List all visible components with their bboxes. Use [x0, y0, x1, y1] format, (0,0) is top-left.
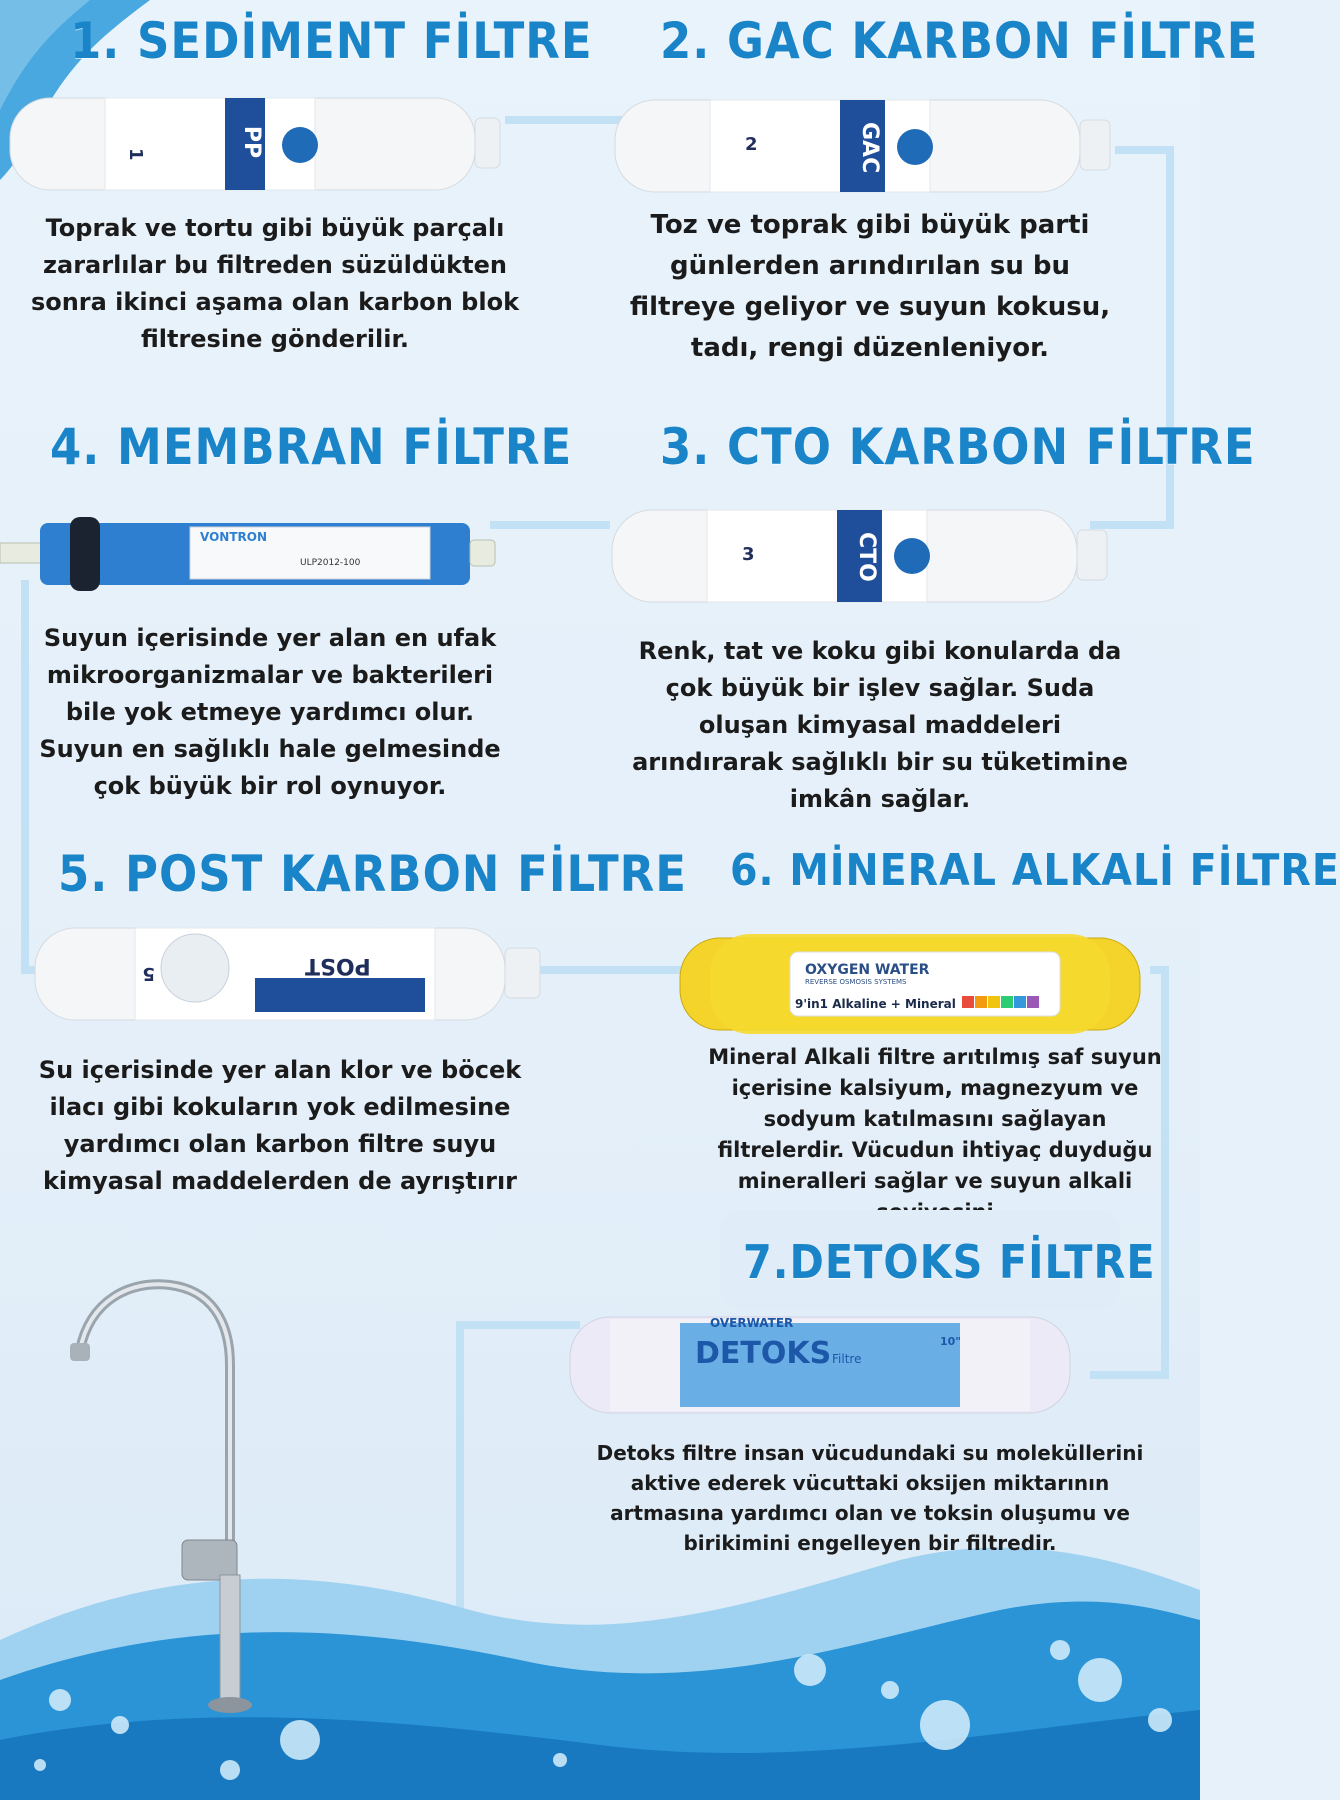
cto-filter-image [612, 500, 1112, 612]
post-description: Su içerisinde yer alan klor ve böcek ilacı gibi kokuların yok edilmesine yardımcı olan karbon filtre suyu kimyasal maddelerden de ayrıştırır [38, 1056, 522, 1195]
sediment-description: Toprak ve tortu gibi büyük parçalı zararlılar bu filtreden süzüldükten sonra ikinci aşama olan karbon blok filtresine gönderilir. [30, 214, 520, 353]
membran-brand: VONTRON [200, 530, 267, 544]
heading-gac: 2. GAC KARBON FİLTRE [660, 12, 1259, 70]
heading-mineral: 6. MİNERAL ALKALİ FİLTRE [730, 845, 1340, 896]
detoks-code: DETOKS [695, 1336, 832, 1371]
detoks-brand: OVERWATER [710, 1316, 794, 1330]
membran-description: Suyun içerisinde yer alan en ufak mikroorganizmalar ve bakterileri bile yok etmeye yardımcı olur. Suyun en sağlıklı hale gelmesinde çok büyük bir rol oynuyor. [39, 624, 501, 800]
detoks-description: Detoks filtre insan vücudundaki su moleküllerini aktive ederek vücuttaki oksijen miktarının artmasına yardımcı olan ve toksin oluşumu ve birikimini engelleyen bir filtredir. [596, 1441, 1144, 1555]
detoks-filter-image [570, 1305, 1090, 1425]
detoks-subtitle: Filtre [832, 1352, 862, 1366]
sediment-number: 1 [125, 148, 146, 161]
mineral-brand-sub: REVERSE OSMOSIS SYSTEMS [805, 978, 907, 986]
post-code: POST [305, 953, 371, 978]
gac-number: 2 [745, 134, 758, 155]
heading-cto: 3. CTO KARBON FİLTRE [660, 418, 1256, 476]
faucet-image [70, 1275, 270, 1725]
gac-filter-image [615, 92, 1115, 202]
heading-sediment: 1. SEDİMENT FİLTRE [70, 12, 593, 70]
sediment-code: PP [239, 125, 264, 159]
mineral-filter-image [680, 930, 1160, 1040]
membran-filter-image [0, 505, 500, 605]
post-number: 5 [142, 963, 155, 984]
mineral-label: 9'in1 Alkaline + Mineral [795, 997, 956, 1011]
heading-post: 5. POST KARBON FİLTRE [58, 845, 688, 903]
sediment-filter-image [10, 90, 510, 200]
membran-model: ULP2012-100 [300, 558, 361, 568]
cto-description: Renk, tat ve koku gibi konularda da çok büyük bir işlev sağlar. Suda oluşan kimyasal maddeleri arındırarak sağlıklı bir su tüketimine imkân sağlar. [632, 637, 1128, 813]
detoks-size: 10" [940, 1335, 962, 1348]
post-filter-image [35, 918, 545, 1030]
cto-code: CTO [854, 532, 879, 582]
heading-membran: 4. MEMBRAN FİLTRE [50, 418, 573, 476]
mineral-brand: OXYGEN WATER [805, 962, 930, 978]
mineral-description: Mineral Alkali filtre arıtılmış saf suyun içerisine kalsiyum, magnezyum ve sodyum katılmasını sağlayan filtrelerdir. Vücudun ihtiyaç duyduğu mineralleri sağlar ve suyun alkali [708, 1045, 1162, 1193]
cto-number: 3 [742, 544, 755, 565]
heading-detoks: 7.DETOKS FİLTRE [743, 1235, 1156, 1289]
gac-description: Toz ve toprak gibi büyük parti günlerden arındırılan su bu filtreye geliyor ve suyun kokusu, tadı, rengi düzenleniyor. [629, 210, 1111, 363]
gac-code: GAC [857, 122, 882, 174]
